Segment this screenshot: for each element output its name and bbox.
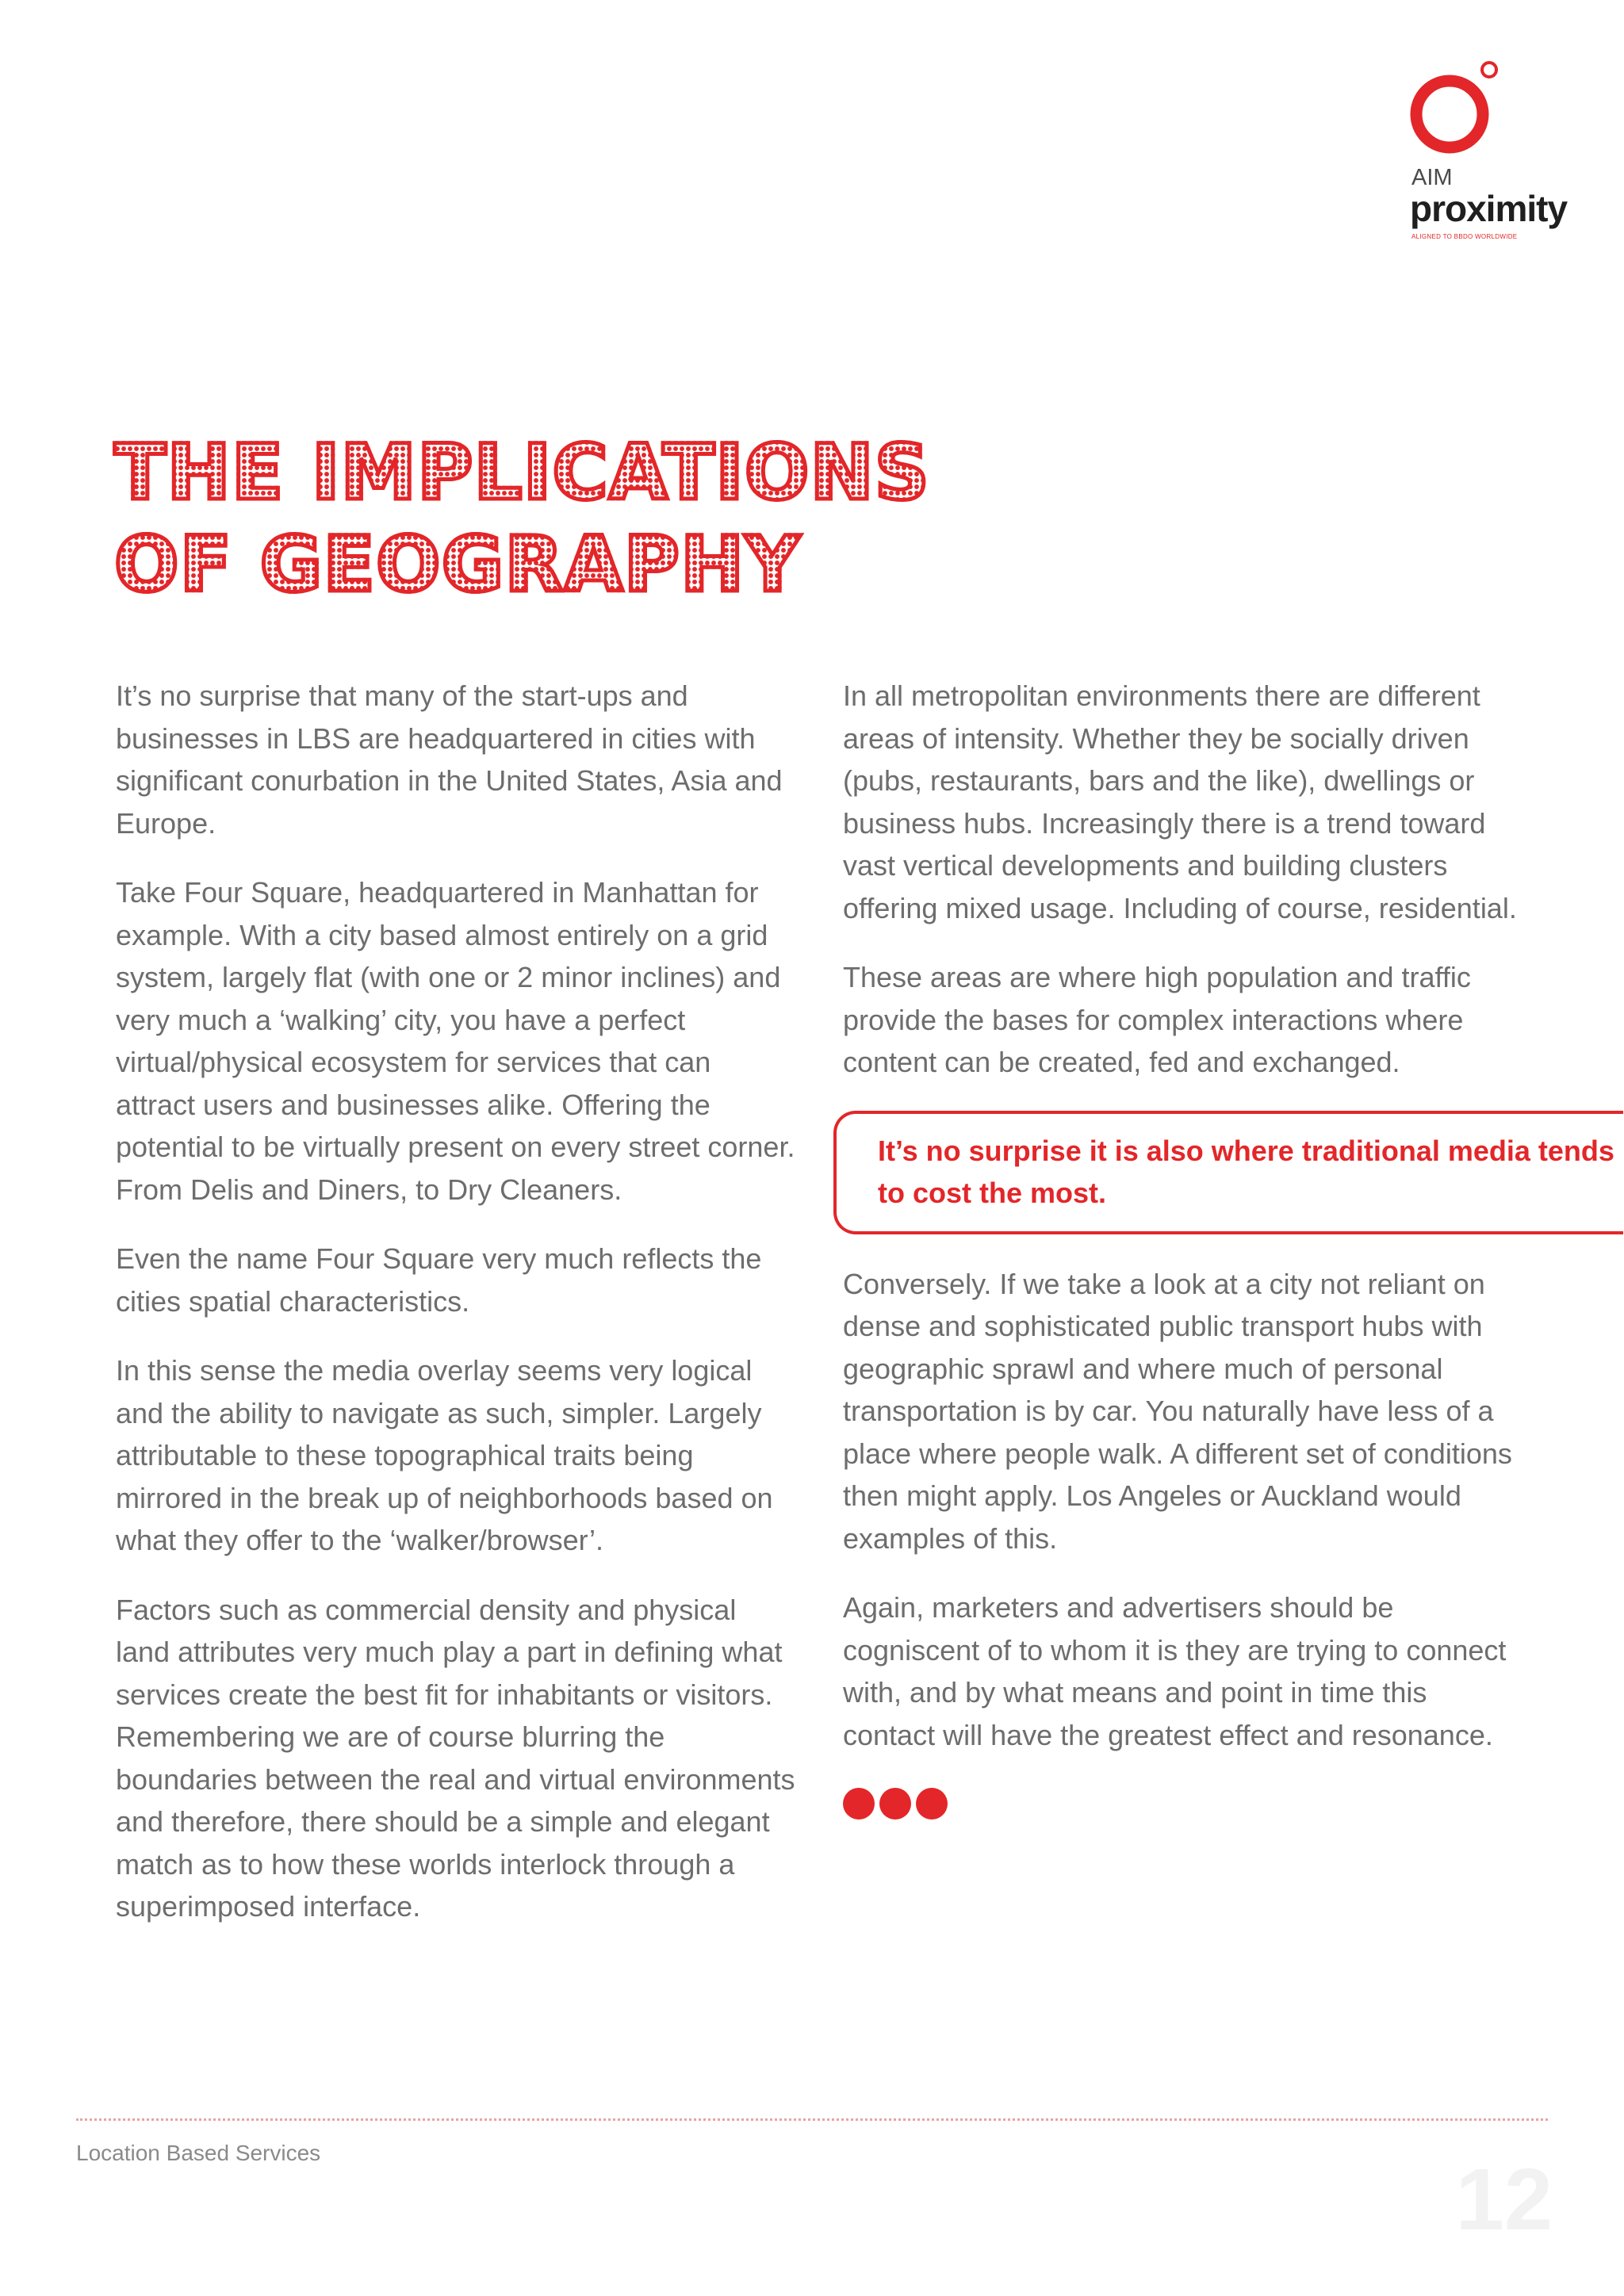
paragraph: Factors such as commercial density and physical land attributes very much play a part in defining what services create the best fit for inhabitants or visitors. Remembering we are of course blurring the boundaries between the real and virtual environments and therefore, there should be a simple and elegant match as to how these worlds interlock through a superimposed interface.	[116, 1593, 795, 1923]
footer-divider	[76, 2118, 1548, 2121]
headline-line-2: OF GEOGRAPHY	[114, 520, 801, 609]
paragraph: Conversely. If we take a look at a city not reliant on dense and sophisticated public transport hubs with geographic sprawl and where much of personal transportation is by car. You naturally have less of a place where people walk. A different set of conditions then might apply. Los Angeles or Auckland would examples of this.	[843, 1267, 1512, 1555]
headline-line-1: THE IMPLICATIONS	[114, 428, 930, 517]
dot-icon	[916, 1788, 948, 1820]
footer-label: Location Based Services	[76, 2141, 321, 2165]
logo-tagline: ALIGNED TO BBDO WORLDWIDE	[1411, 233, 1518, 240]
paragraph: Again, marketers and advertisers should be cogniscent of to whom it is they are trying to connect with, and by what means and point in time this contact will have the greatest effect and resonance.	[843, 1591, 1507, 1751]
paragraph: Take Four Square, headquartered in Manhattan for example. With a city based almost entirely on a grid system, largely flat (with one or 2 minor inclines) and very much a ‘walking’ city, you have a perfect virtual/physical ecosystem for services that can attract users and businesses alike. Offering the potential to be virtually present on every street corner. From Delis and Diners, to Dry Cleaners.	[116, 876, 795, 1206]
dot-icon	[879, 1788, 911, 1820]
pull-quote-text: It’s no surprise it is also where traditional media tends to cost the most.	[878, 1134, 1614, 1209]
dot-icon	[843, 1788, 875, 1820]
pull-quote	[833, 1111, 1623, 1234]
paragraph: Even the name Four Square very much reflects the cities spatial characteristics.	[116, 1242, 762, 1318]
left-column	[116, 675, 798, 1955]
page-headline	[114, 427, 1066, 610]
paragraph: In all metropolitan environments there are different areas of intensity. Whether they be socially driven (pubs, restaurants, bars and the like), dwellings or business hubs. Increasingly there is a trend toward vast vertical developments and building clusters offering mixed usage. Including of course, residential.	[843, 679, 1517, 924]
paragraph: In this sense the media overlay seems very logical and the ability to navigate as such, simpler. Largely attributable to these topographical traits being mirrored in the break up of neighborhoods based on what they offer to the ‘walker/browser’.	[116, 1354, 773, 1556]
paragraph: It’s no surprise that many of the start-ups and businesses in LBS are headquartered in cities with significant conurbation in the United States, Asia and Europe.	[116, 679, 783, 840]
logo-aim-text: AIM	[1411, 165, 1453, 190]
paragraph: These areas are where high population and traffic provide the bases for complex interactions where content can be created, fed and exchanged.	[843, 961, 1471, 1078]
logo-proximity-text: proximity	[1410, 188, 1568, 229]
end-mark-dots	[843, 1788, 1525, 1823]
right-column	[843, 675, 1614, 1823]
aim-proximity-logo	[1404, 57, 1594, 255]
proximity-ring-icon	[1404, 57, 1507, 160]
page-number: 12	[1455, 2151, 1553, 2248]
